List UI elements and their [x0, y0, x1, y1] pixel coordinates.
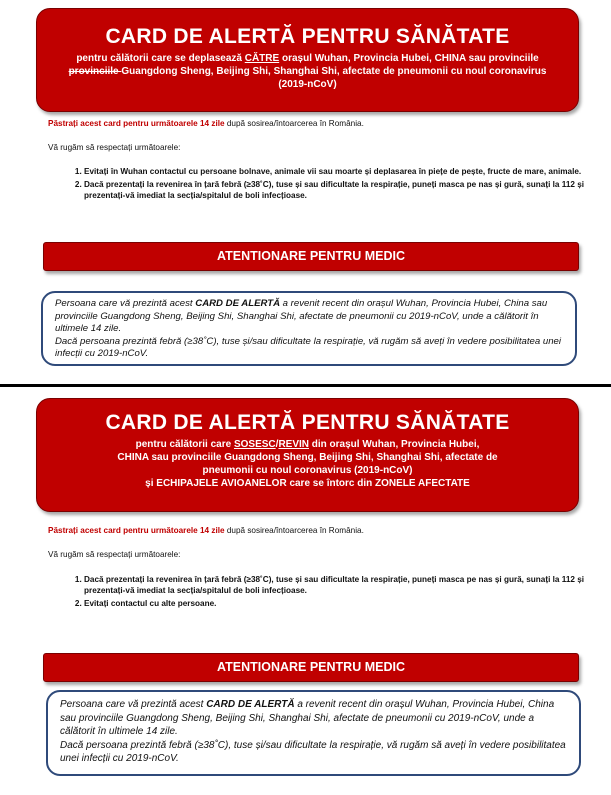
card1-keep-note: Păstrați acest card pentru următoarele 14 zile după sosirea/întoarcerea în România.	[48, 119, 364, 128]
card2-subtitle: pentru călătorii care SOSESC/REVIN din orașul Wuhan, Provincia Hubei, CHINA sau provinciile Guangdong Sheng, Beijing Shi, Shanghai Shi, afectate de pneumonii cu noul coronavirus (2019-nCoV) și ECHIPAJELE AVIOANELOR care se întorc din ZONELE AFECTATE	[117, 439, 498, 489]
card1-medic-text-1: Persoana care vă prezintă acest CARD DE ALERTĂ a revenit recent din orașul Wuhan, Provincia Hubei, China sau provinciile Guangdong Sheng, Beijing Shi, Shanghai Shi, afectate de pneumonii cu 2019-nCoV, unde a călătorit în ultimele 14 zile.	[55, 298, 548, 334]
card1-subtitle: pentru călătorii care se deplasează CĂTRE orașul Wuhan, Provincia Hubei, CHINA sau provinciile provinciile Guangdong Sheng, Beijing Shi, Shanghai Shi, afectate de pneumonii cu noul coronavirus (2019-nCoV)	[68, 53, 547, 90]
card2-request: Vă rugăm să respectați următoarele:	[48, 550, 181, 559]
card2-title: CARD DE ALERTĂ PENTRU SĂNĂTATE	[105, 411, 510, 434]
card1-medic-box	[41, 291, 577, 366]
card2-banner	[36, 398, 579, 512]
card2-medic-box	[46, 690, 581, 776]
card2-rule-item: 2. Evitați contactul cu alte persoane.	[84, 598, 589, 609]
card1-rule-item: 1. Evitați în Wuhan contactul cu persoane bolnave, animale vii sau moarte și deplasarea în piețe de pește, fructe de mare, animale.	[84, 166, 589, 177]
card1-rule-item: 2. Dacă prezentați la revenirea în țară febră (≥38˚C), tuse și sau dificultate la respirație, puneți masca pe nas și gură, sunați la 112 și prezentați-vă imediat la secția/spitalul de boli infecțioase.	[84, 179, 589, 201]
card1-title: CARD DE ALERTĂ PENTRU SĂNĂTATE	[105, 25, 510, 48]
card2-medic-text-1: Persoana care vă prezintă acest CARD DE ALERTĂ a revenit recent din orașul Wuhan, Provincia Hubei, China sau provinciile Guangdong Sheng, Beijing Shi, Shanghai Shi, afectate de pneumonii cu 2019-nCoV, unde a călătorit în ultimele 14 zile.	[60, 699, 555, 737]
card1-rules-list	[62, 166, 589, 203]
card1-request: Vă rugăm să respectați următoarele:	[48, 143, 181, 152]
card2-keep-note: Păstrați acest card pentru următoarele 14 zile după sosirea/întoarcerea în România.	[48, 526, 364, 535]
card1-medic-header: ATENTIONARE PENTRU MEDIC	[43, 242, 579, 271]
card2-medic-header: ATENTIONARE PENTRU MEDIC	[43, 653, 579, 682]
card2-medic-text-2: Dacă persoana prezintă febră (≥38˚C), tuse și/sau dificultate la respirație, vă rugăm să aveți în vedere posibilitatea unei infecții cu 2019-nCoV.	[60, 739, 566, 764]
card2-rule-item: 1. Dacă prezentați la revenirea în țară febră (≥38˚C), tuse și sau dificultate la respirație, puneți masca pe nas și gură, sunați la 112 și prezentați-vă imediat la secția/spitalul de boli infecțioase.	[84, 574, 589, 596]
cut-separator	[0, 384, 611, 387]
card1-banner	[36, 8, 579, 112]
card2-rules-list	[62, 574, 589, 611]
card1-medic-text-2: Dacă persoana prezintă febră (≥38˚C), tuse și/sau dificultate la respirație, vă rugăm să aveți în vedere posibilitatea unei infecții cu 2019-nCoV.	[55, 335, 562, 359]
